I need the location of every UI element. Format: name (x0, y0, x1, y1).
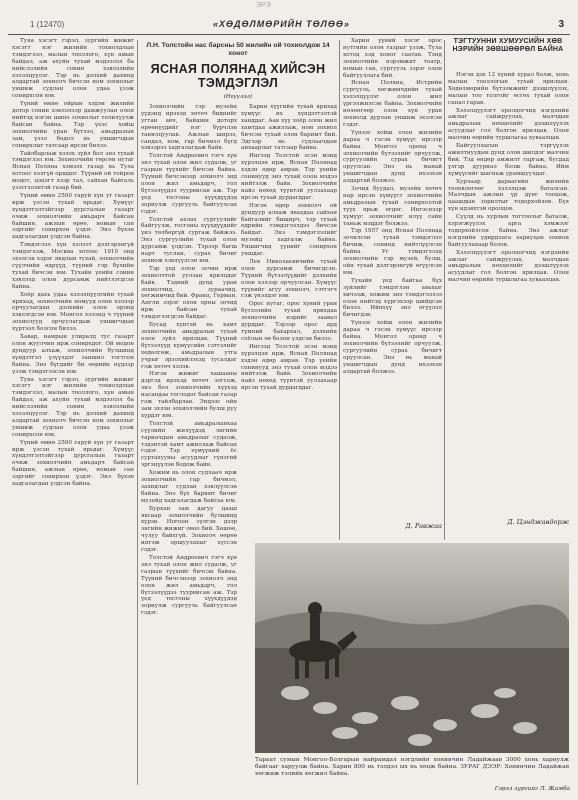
paragraph: Толстой Андреевич гэгч хүн энэ тухай олон жил судалж, уг газрын түүхийг бичсэн байна. Түүний бичсэнээр зохиолч энд олон жил амьдарч, гол бүтээлүүдээ туурвисан аж. Тэр үед тосгоны хүүхдүүдэд зориулж сургууль байгуулсан гэдэг. (141, 555, 237, 617)
right-author: Д. Цэнджавдорж (507, 518, 569, 526)
paragraph: Толстой амьдралынхаа сүүлийн жилүүдэд энгийн тариачдын амьдралыг судалж, тэдэнтэй хамт ажиллаж байсан гэдэг. Тэр хүмүүний ёс суртахууны асуудлыг гүнзгий эргэцүүлэн бодож байв. (141, 420, 237, 469)
photo-illustration (255, 543, 569, 753)
article-kicker: Л.Н. Толстойн нас барсны 50 жилийн ой тохиолдож 14 хонот (146, 42, 330, 57)
paragraph: Хэлэлцүүлэгт оролцогчид нэгдлийн ажлыг сайжруулах, малчдын амьдралын нөхцөлийг дээшлүүлэх асуудлыг гол болгон ярилцав. Олон малчин өөрийн туршлагаа хуваалцав. (448, 249, 569, 284)
paragraph: Хэлэлцүүлэгт оролцогчид нэгдлийн ажлыг сайжруулах, малчдын амьдралын нөхцөлийг дээшлүүлэх асуудлыг гол болгон ярилцав. Олон малчин өөрийн туршлагаа хуваалцав. (448, 107, 569, 142)
paragraph: Үүний өмнө 2500 гаруй хүн уг газарт ирж үзсэн тухай ярьдаг. Хүмүүс хүндэтгэлтэйгээр дурсгалын газарт очиж зохиолчийн амьдарч байсан байшин, ажлын өрөө, номын сан зэргийг сонирхон үздэг. Энэ бүхэн хадгалагдан үлдсэн байна. (12, 439, 134, 488)
column-divider (444, 40, 445, 540)
paragraph: Бурхан зам дагуу цааш явсаар зохиолчийн булшинд хүрэв. Ногоон зүлгэн дээр энгийн жижиг овоо бий. Хөшөө, чулуу байхгүй. Зохиолч өөрөө ингэж оршуулахыг хүссэн гэдэг. (141, 505, 237, 554)
paragraph: Ясная Поляна, Истрийн сургууль, хөгжимчдийн тухай хэлэлцүүлэг олон жил үргэлжилсэн байна. Зохиолчийн нөлөөгөөр олон хүн уран зохиолд дурлан уншиж эхэлсэн гэдэг. (343, 80, 442, 128)
column-divider (339, 40, 340, 540)
paragraph: Нэгэн дэх 12 хүний хурал болж, хонь малын тооллогын тухай ярилцав. Хөдөлмөрийн бүтээмжийг дээшлүүлэх, малын тоо толгойг өсгөх тухай олон санал гарав. (448, 72, 569, 106)
paragraph: Тэр 1957 онд Ясная Полянад зочилсон тухай тэмдэглэл бичиж, сонинд нийтлүүлсэн байна. Уг тэмдэглэлд зохиолчийн гэр музей, булш, ойн тухай дэлгэрэнгүй өгүүлсэн юм. (343, 228, 442, 276)
paragraph: Тэр үед олон зочин ирж зохиолчтой уулзан ярилцдаг байв. Тэдний дунд уран зохиолчид, зураачид, хөгжимчид бий. Франц, Герман, Англи зэрэг олон орны зочид ирж байсан тухай тэмдэглэгдсэн байдаг. (141, 265, 237, 321)
paragraph: Зочид буудал, музейн хөтөч нар ирсэн хүмүүст зохиолчийн амьдралын тухай сонирхолтой түүх ярьж өгдөг. Ингэснээр хүмүүс зохиолчийг илүү сайн таньж мэддэг болжээ. (343, 186, 442, 227)
paragraph: Харин үүний хэсэг орос нутгийн олон газрыг үзэж, Тула хотод хэд хоног саатав. Тэнд зохиолчийн нэрэмжит театр, номын сан, сургууль зэрэг олон байгууллага бий. (343, 38, 442, 79)
photo-caption: Тараат сумын Монгол-Болгарын найрамдал нэгдлийн хонинчин Ладайжаав 3000 хонь хариулж байгааг харуулж байна. Харин 800 нь тэлдэл ых нь хөцж байна. ЗУРАГ ДЭЭР: Хонинчин Ладайжав хөгжиж тэлийн хөгжил байна. (255, 757, 569, 777)
column-4 (343, 38, 442, 518)
paragraph: Хавар, намрын улиралд тус газарт олон жуулчин ирж сонирхдог. Ой модон дундуур алхаж, зохиолчийн булшинд хүндэтгэл үзүүлдэг заншил тогтсон байна. Энэ бүгдийг би өөрийн нүдээр үзэж тэмдэглэсэн юм. (12, 334, 134, 375)
paragraph: Зохиолчийн гэр музейн үүдэнд ирэхэд хөтөч биднийг угтан авч, байшин доторх өрөөнүүдийг нэг бүрчлэн танилцуулав. Ажлын ширээ, сандал, ном, гар бичмэл бүгд хэвээрээ хадгалагдаж байв. (141, 104, 237, 152)
article-author: Д. Равжаа (405, 522, 442, 530)
paragraph: Толстой Андреевич гэгч хүн энэ тухай олон жил судалж, уг газрын түүхийг бичсэн байна. Түүний бичсэнээр зохиолч энд олон жил амьдарч, гол бүтээлүүдээ туурвисан аж. Тэр үед тосгоны хүүхдүүдэд зориулж сургууль байгуулсан гэдэг. (141, 153, 237, 215)
column-1 (12, 38, 134, 790)
paragraph: Толстой ахлах сургуулийг байгуулж, тосгоны хүүхдүүдийг үнэ төлбөргүй сургаж байжээ. Энэ сургуулийн тухай олон дурсамж үлдсэн. Тэрээр багш нарт туслан, сурах бичиг зохиож хэвлүүлсэн юм. (141, 216, 237, 264)
paragraph: Хожим нь олон судлаач ирж зохиолчийн гар бичмэл, захидлыг судлан хэвлүүлсэн байна. Энэ бүх баримт бичиг музейд хадгалагдаж байгаа юм. (141, 470, 237, 504)
paragraph: Ингээд Толстой эсэн мэнд хүрэлцэн ирж, Ясная Полянад хэдэн өдөр амрав. Тэр үеийн сонинууд энэ тухай олон мэдээ нийтэлж байв. Зохиолчийн найз нөхөд түүнтэй уулзахаар ирсэн тухай дурдагддаг. (241, 153, 337, 201)
paragraph: Үүний өмнө 2500 гаруй хүн уг газарт ирж үзсэн тухай ярьдаг. Хүмүүс хүндэтгэлтэйгээр дурсгалын газарт очиж зохиолчийн амьдарч байсан байшин, ажлын өрөө, номын сан зэргийг сонирхон үздэг. Энэ бүхэн хадгалагдан үлдсэн байна. (12, 192, 134, 241)
paragraph: Туяа хэсэгт гэрэл, зургийн жижиг хэсэгт нэг жилийн тохиолдлын тэмдэглэл, малын тооллого, хүн амын байдал, аж ахуйн тухай мэдээлэл ба нийслэлийн сонин хэвлэлийн хэлэлцүүлэг. Тэр нь дэлхий дахинд алдартай зохиолч бичсэн ном зохиолыг уншиж судлан олон удаа үзэж сонирхсон юм. (12, 38, 134, 100)
paragraph: Ингээд Толстой эсэн мэнд хүрэлцэн ирж, Ясная Полянад хэдэн өдөр амрав. Тэр үеийн сонинууд энэ тухай олон мэдээ нийтэлж байв. Зохиолчийн найз нөхөд түүнтэй уулзахаар ирсэн тухай дурдагддаг. (241, 343, 337, 392)
paragraph: Үүнээс хойш олон жилийн дараа ч гэсэн хүмүүс ирсээр байна. Монгол оронд ч зохиолчийн бүтээлийг орчуулж, сургуулийн сурах бичигт оруулсан. Энэ нь манай уншигчдын дунд ихээхэн алдартай болжээ. (343, 129, 442, 185)
paragraph: Лев Николаевичийн тухай олон дурсамж бичигдсэн. Түүний бүтээлүүдийг дэлхийн олон хэлээр орчуулсан. Хүмүүс түүнийг агуу зохиолч, сэтгэгч гэж үнэлдэг юм. (241, 258, 337, 300)
paragraph: Сүүлд нь хурлын тогтоолыг баталж, хэрэгжүүлэх арга хэмжээг тодорхойлсон байна. Энэ ажлыг нэгдлийн удирдлага хариуцан зохион байгуулахаар болов. (448, 214, 569, 248)
paragraph: Үүнээс хойш олон жилийн дараа ч гэсэн хүмүүс ирсээр байна. Монгол оронд ч зохиолчийн бүтээлийг орчуулж, сургуулийн сурах бичигт оруулсан. Энэ нь манай уншигчдын дунд ихээхэн алдартай болжээ. (343, 320, 442, 375)
header-top-word: ЭРЭ (256, 2, 271, 9)
paragraph: Нэгэн өдөр зохиолч ой дундуур алхаж явахдаа сайхан байгалийг биширч, тэр тухай өдрийн тэмдэглэлдээ бичсэн байдаг. Энэ тэмдэглэлийг музейд хадгалж байна. Уншигчид үүнийг сонирхон уншдаг. (241, 202, 337, 258)
paragraph: Харин хүүгийн тухай ярихад хүмүүс их хүндэтгэлтэй ханддаг. Аав хүү хоёр олон жил хамтдаа ажиллаж, ном зохиол бичсэн тухай олон баримт бий. Эдгээр нь судлаачдын анхаарлыг татсаар байна. (241, 104, 337, 152)
paragraph: Үүний өмнө ойрын хэдэн жилийн дотор сонин хэвлэлээр дамжуулан олон нийтэд нэгэн шинэ зохиолыг толилуулж байсан байна. Тэр үеэс хойш зохиолчийн уран бүтээл, амьдралын зам, үзэл бодол нь уншигчдын сонирхлыг татсаар ирсэн билээ. (12, 101, 134, 149)
paragraph: Хурлаар дараагийн жилийн төлөвлөгөөг хэлэлцэж баталсан. Малчдын ажлын үр дүнг тооцож, цаашдын зорилтыг тодорхойлов. Бүх хүн идэвхтэй оролцов. (448, 178, 569, 213)
paragraph: Бусад хүнтэй нь хамт зохиолчийн амьдралын тухай олон зүйл ярилцав. Түүний бүтээлүүд хүмүүсийн сэтгэлийг хөдөлгөж, амьдралын утга учрыг эрэлхийлэхэд тусалдаг гэж хөтөч хэлэв. (141, 322, 237, 370)
issue-number: 1 (12470) (30, 20, 65, 29)
paragraph: Тэмдэглэл хүн хэлэлт дэлгэрэнгүй тэмдэглэж, Москва хотоос 1910 онд эхэлсэн хэрэг явдлын тухай, зохиолчийн сүүлчийн өдрүүд, түүний гэр бүлийн тухай бичсэн юм. Тухайн үеийн сонин хэвлэлд олон дурсамж нийтлэгдсэн байна. (12, 242, 134, 290)
paragraph: Хоёр дахь удаа хэлэлцүүлгийн тухай ярихад, зохиолчийн номууд олон хэлээр орчуулагдан дэлхийн олон оронд хэвлэгдсэн юм. Монгол хэлэнд ч түүний зохиолууд орчуулагдаж уншигчдын хүртээл болсон билээ. (12, 291, 134, 333)
paragraph: Тайлбарлаж хэлэх зүйл бол энэ тухай тэмдэглэл юм. Зохиолчийн төрсөн нутаг Ясная Поляна хэмээх газар нь Тула хотоос холгүй оршдог. Түүний ой тойрон модот, цэцэгт хээр тал, сайхан байгаль үзэсгэлэнтэй газар бий. (12, 150, 134, 192)
news-photo (255, 543, 569, 753)
paragraph: Байгууллагын тэргүүлэх ажилтнуудын дунд олон шилдэг малчин бий. Тэд өндөр амжилт гаргаж, бусдад үлгэр дууриал болж байна. Ийм хүмүүсийг шагнаж урамшуулдаг. (448, 143, 569, 177)
column-2 (141, 104, 237, 794)
paragraph: Тухайн үед байгаа бүх зүйлийг тэмдэглэн авахыг хичээж, хожим энэ тэмдэглэлээ олон нийтэд хүргэхээр шийдсэн билээ. Ийнхүү энэ өгүүлэл бичигдэв. (343, 277, 442, 319)
page-header (8, 2, 570, 35)
article-headline: ЯСНАЯ ПОЛЯНАД ХИЙСЭН ТЭМДЭГЛЭЛ (150, 62, 326, 90)
right-headline: ТЭГТУУННИ ХУМУУСИЙН ХӨВ НЭРИЙН ЗӨВШӨӨРӨЛ БАЙНА (452, 38, 564, 53)
paragraph: Орос нутаг, орос хүний уран бүтээлийн тухай ярихдаа зохиолчийн нэрийг заавал дурддаг. Тэрээр орос ард түмний бахархал, дэлхийн соёлын өв болон үлдсэн билээ. (241, 301, 337, 342)
column-3 (241, 104, 337, 536)
paragraph: Туяа хэсэгт гэрэл, зургийн жижиг хэсэгт нэг жилийн тохиолдлын тэмдэглэл, малын тооллого, хүн амын байдал, аж ахуйн тухай мэдээлэл ба нийслэлийн сонин хэвлэлийн хэлэлцүүлэг. Тэр нь дэлхий дахинд алдартай зохиолч бичсэн ном зохиолыг уншиж судлан олон удаа үзэж сонирхсон юм. (12, 376, 134, 438)
newspaper-title: «ХӨДӨЛМӨРИЙН ТӨЛӨӨ» (213, 19, 350, 29)
column-divider (137, 40, 138, 785)
article-subline: (Өгүүлэл) (223, 94, 253, 100)
photo-credit: Гэрэл зургийг Л. Жамба (494, 786, 570, 792)
page-number: 3 (558, 19, 564, 30)
paragraph: Нэгэн жижиг хашааны дэргэд ирэхэд хөтөч зогсож, энэ бол зохиолчийн хүүхэд насандаа тоглодог байсан газар гэж тайлбарлав. Эндээс ойн зам эхлэн зохиолчийн булш руу хүрдэг юм. (141, 371, 237, 419)
column-5 (448, 72, 569, 512)
